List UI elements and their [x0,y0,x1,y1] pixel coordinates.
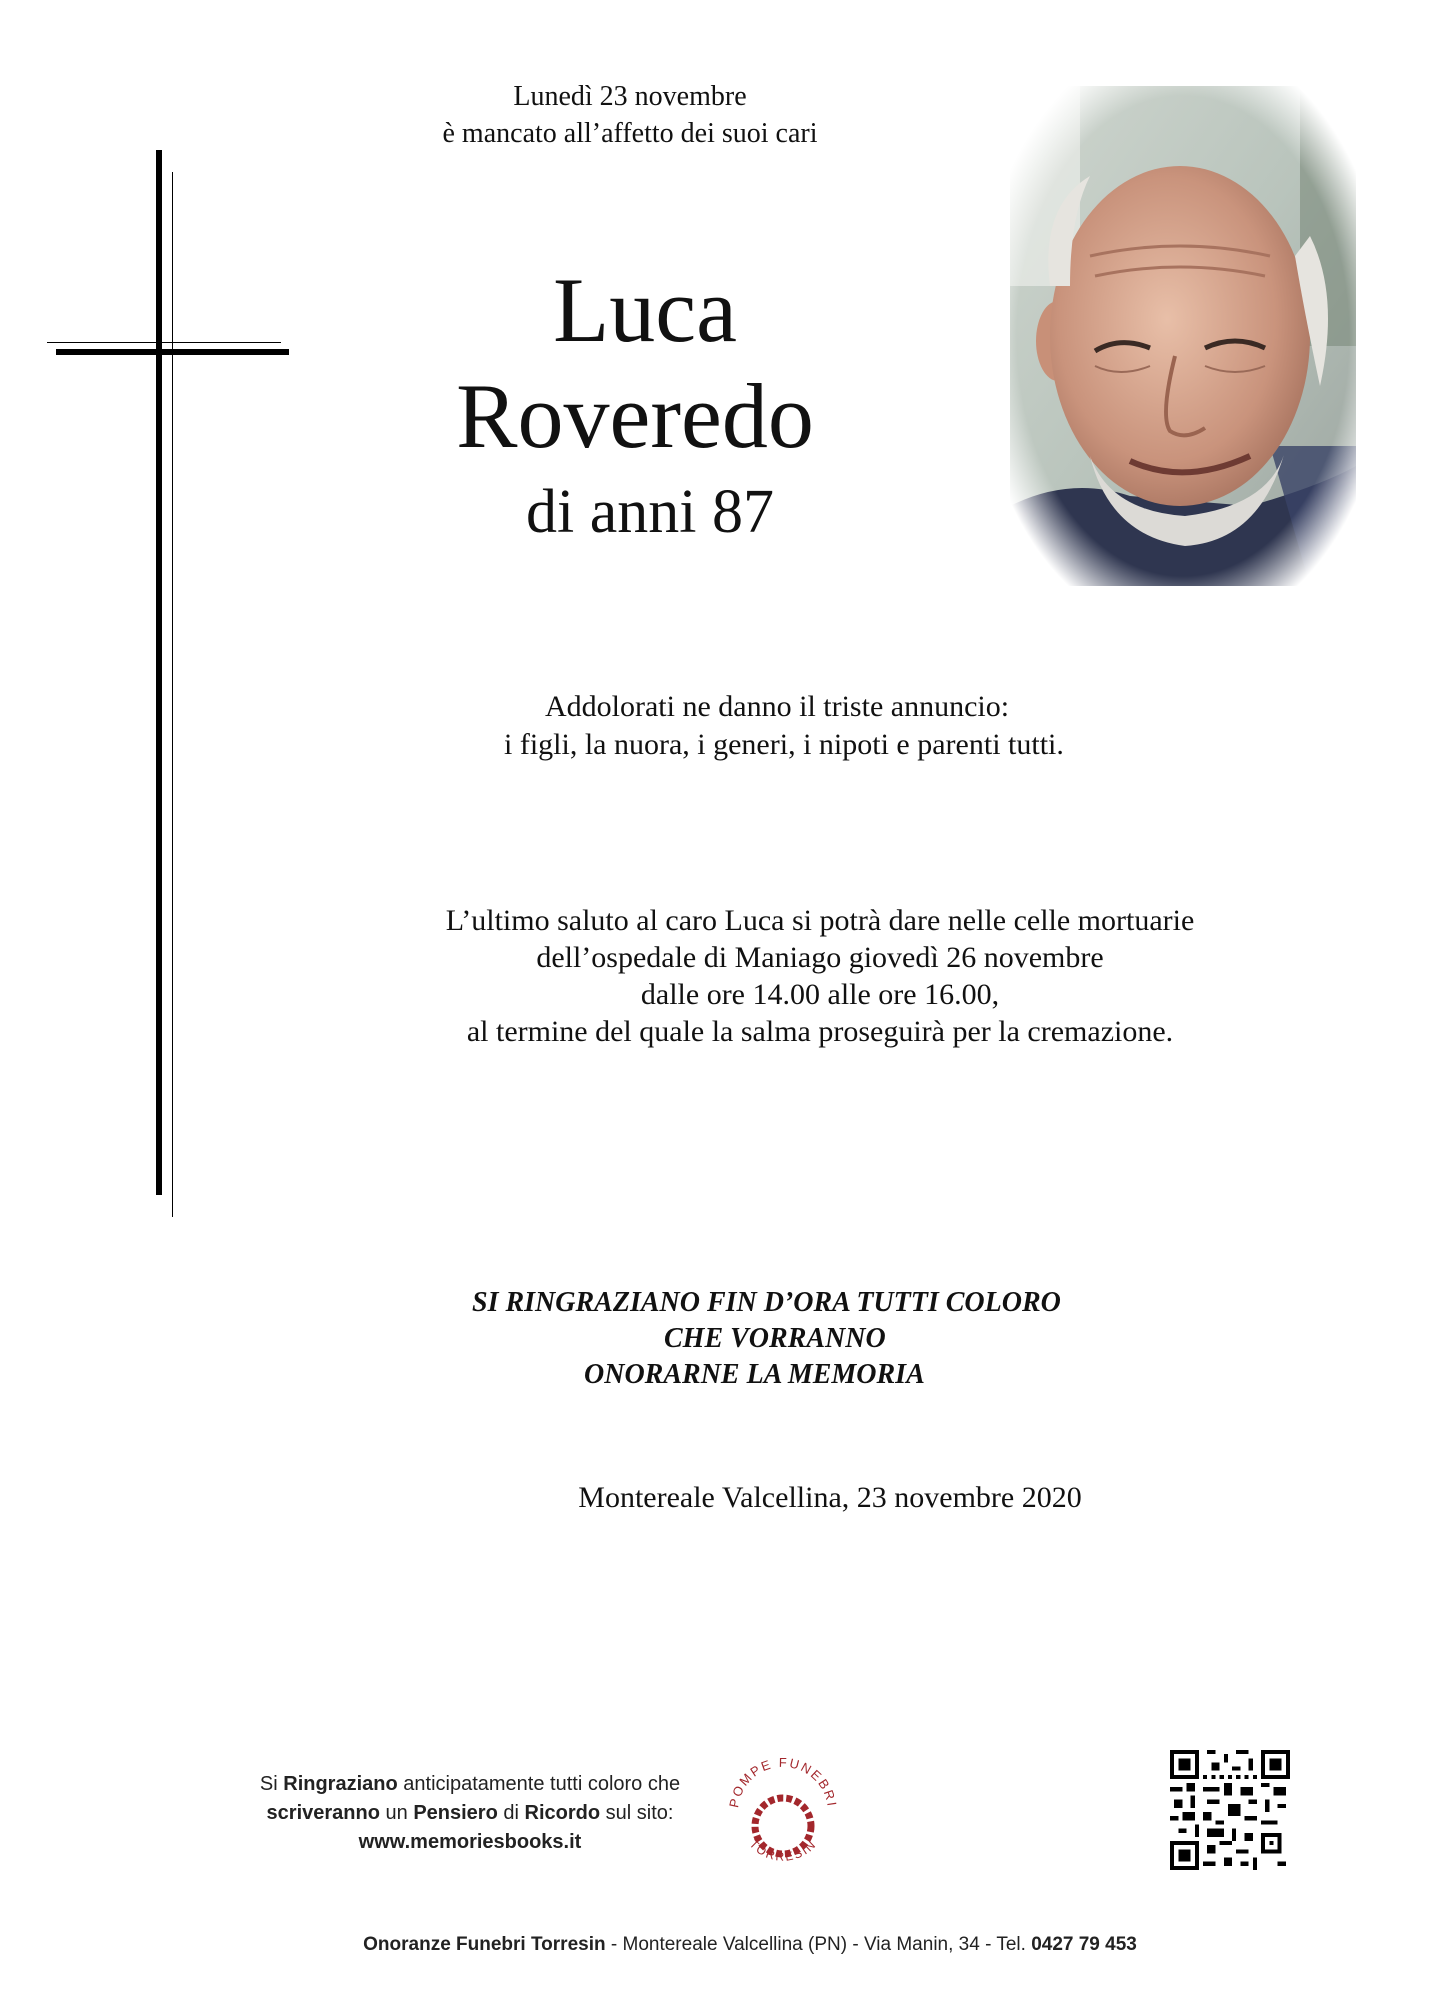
header-line-2: è mancato all’affetto dei suoi cari [442,118,818,149]
footer-line-2 [200,1799,740,1828]
company-info [200,1932,1300,1958]
svg-text:TORRESIN [747,1837,820,1864]
footer-ringraziano: Ringraziano [283,1773,398,1795]
announcement-line-2: i figli, la nuora, i generi, i nipoti e parenti tutti. [504,728,1064,761]
footer-si: Si [259,1773,278,1795]
deceased-last-name: Roveredo [456,365,814,467]
pompe-funebri-logo [718,1734,848,1884]
funeral-line-3: dalle ore 14.00 alle ore 16.00, [640,978,1000,1011]
death-date-header [360,78,900,152]
footer-line-3 [200,1828,740,1857]
announcement [490,688,1150,764]
logo-top-text: POMPE FUNEBRI [726,1754,840,1809]
website-link[interactable]: www.memoriesbooks.it [358,1831,582,1853]
deceased-photo [1010,86,1356,586]
announcement-line-1: Addolorati ne danno il triste annuncio: [545,690,1010,723]
place-and-date: Montereale Valcellina, 23 novembre 2020 [578,1481,1082,1514]
company-phone[interactable]: 0427 79 453 [1031,1934,1137,1955]
footer-ricordo: Ricordo [524,1802,601,1824]
footer-pensiero: Pensiero [413,1802,498,1824]
cross-horizontal-bar [56,349,289,355]
thanks-line-1: SI RINGRAZIANO FIN D’ORA TUTTI COLORO [472,1287,1061,1318]
footer-scriveranno: scriveranno [266,1802,380,1824]
deceased-first-name: Luca [553,259,737,361]
funeral-line-2: dell’ospedale di Maniago giovedì 26 novembre [536,941,1104,974]
cross-vertical-thin-line [172,172,173,1217]
footer-anticipatamente: anticipatamente tutti coloro che [403,1773,681,1795]
footer-line-1 [200,1770,740,1799]
footer-un: un [385,1802,408,1824]
qr-code[interactable] [1170,1750,1290,1870]
cross-vertical-bar [156,150,162,1195]
funeral-details [380,902,1260,1050]
footer-message [200,1770,740,1857]
funeral-line-1: L’ultimo saluto al caro Luca si potrà dare nelle celle mortuarie [445,904,1195,937]
thanks-line-2: CHE VORRANNO [664,1323,886,1354]
company-name: Onoranze Funebri Torresin [363,1934,606,1955]
company-address: - Montereale Valcellina (PN) - Via Manin, 34 - Tel. [605,1934,1032,1955]
funeral-line-4: al termine del quale la salma proseguirà per la cremazione. [466,1015,1174,1048]
footer-di: di [503,1802,519,1824]
header-line-1: Lunedì 23 novembre [513,81,747,112]
cross-horizontal-thin-line [47,342,281,343]
thanks-message [420,1285,1220,1393]
logo-bottom-text: TORRESIN [746,1836,820,1864]
deceased-age: di anni 87 [526,478,774,546]
thanks-line-3: ONORARNE LA MEMORIA [584,1359,925,1390]
footer-sul-sito: sul sito: [605,1802,674,1824]
